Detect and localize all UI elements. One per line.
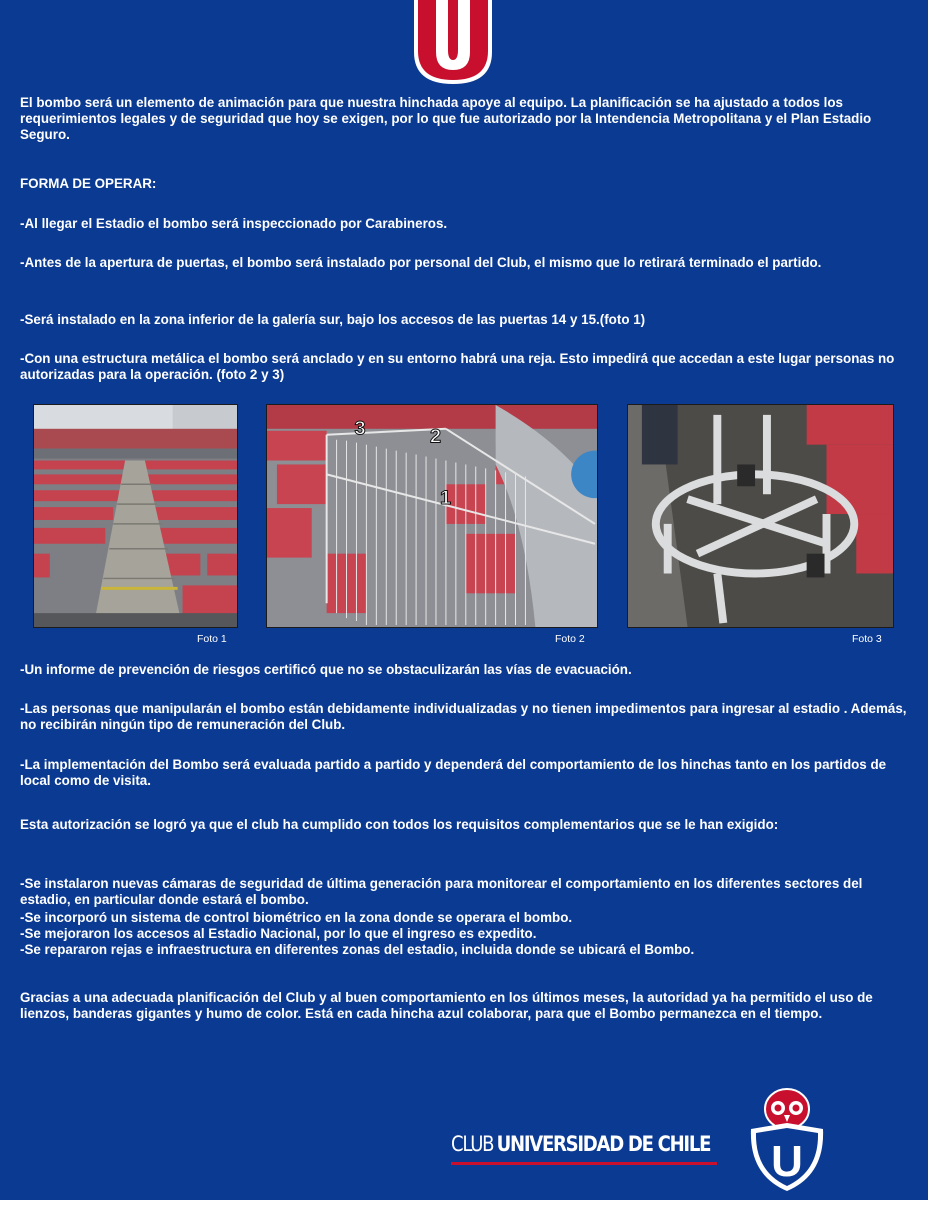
after-point-1: -Un informe de prevención de riesgos certificó que no se obstaculizarán las vías de evacuación.: [20, 662, 632, 677]
after-point-2: -Las personas que manipularán el bombo están debidamente individualizadas y no tienen impedimentos para ingresar al estadio . Además, no recibirán ningún tipo de remuneración del Club.: [20, 701, 907, 732]
club-name: [451, 1132, 710, 1156]
operation-point-1: -Al llegar el Estadio el bombo será inspeccionado por Carabineros.: [20, 216, 448, 231]
closing-paragraph: Gracias a una adecuada planificación del Club y al buen comportamiento en los últimos meses, la autoridad ya ha permitido el uso de lienzos, banderas gigantes y humo de color. Está en cada hincha azul colaborar, para que el Bombo permanezca en el tiempo.: [20, 990, 873, 1021]
club-name-word1: CLUB: [451, 1132, 494, 1156]
photo-1-stands: [33, 404, 238, 628]
u-logo-icon: [412, 0, 494, 86]
photo-2-fence: [266, 404, 598, 628]
club-name-underline: [451, 1162, 717, 1165]
intro-paragraph: El bombo será un elemento de animación para que nuestra hinchada apoye al equipo. La planificación se ha ajustado a todos los requerimientos legales y de seguridad que hoy se exigen, por lo que fue autorizado por la Intendencia Metropolitana y el Plan Estadio Seguro.: [20, 95, 872, 142]
requirement-1: -Se instalaron nuevas cámaras de seguridad de última generación para monitorear el comportamiento en los diferentes sectores del estadio, en particular donde estará el bombo.: [20, 876, 863, 907]
section-title: FORMA DE OPERAR:: [20, 176, 157, 191]
photo-2-caption: Foto 2: [555, 633, 585, 645]
photo-3-caption: Foto 3: [852, 633, 882, 645]
after-point-3: -La implementación del Bombo será evaluada partido a partido y dependerá del comportamiento de los hinchas tanto en los partidos de local como de visita.: [20, 757, 887, 788]
requirement-3: -Se mejoraron los accesos al Estadio Nacional, por lo que el ingreso es expedito.: [20, 926, 537, 941]
operation-point-2: -Antes de la apertura de puertas, el bombo será instalado por personal del Club, el mismo que lo retirará terminado el partido.: [20, 255, 822, 270]
photo-2-marker-2: 2: [430, 425, 442, 448]
requirement-4: -Se repararon rejas e infraestructura en diferentes zonas del estadio, incluida donde se ubicará el Bombo.: [20, 942, 695, 957]
club-crest-owl-icon: [747, 1085, 827, 1195]
photo-3-frame: [627, 404, 894, 628]
photo-1-caption: Foto 1: [197, 633, 227, 645]
operation-point-4: -Con una estructura metálica el bombo será anclado y en su entorno habrá una reja. Esto impedirá que accedan a este lugar personas no autorizadas para la operación. (foto 2 y 3): [20, 351, 895, 382]
requirement-2: -Se incorporó un sistema de control biométrico en la zona donde se operara el bombo.: [20, 910, 573, 925]
club-name-word2: UNIVERSIDAD DE CHILE: [496, 1132, 711, 1156]
club-crest-letter: U: [771, 1137, 803, 1186]
operation-point-3: -Será instalado en la zona inferior de la galería sur, bajo los accesos de las puertas 14 y 15.(foto 1): [20, 312, 646, 327]
authorization-intro: Esta autorización se logró ya que el club ha cumplido con todos los requisitos complementarios que se le han exigido:: [20, 817, 779, 832]
photo-2-marker-3: 3: [354, 417, 366, 440]
photo-2-marker-1: 1: [439, 487, 452, 510]
